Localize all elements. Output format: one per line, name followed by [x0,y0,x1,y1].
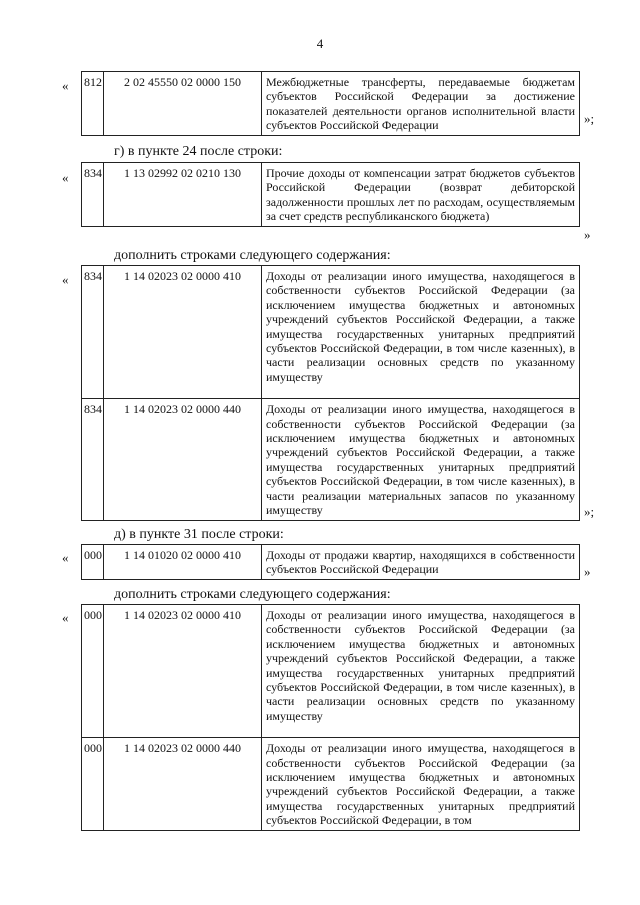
description-cell: Доходы от реализации иного имущества, находящегося в собственности субъектов Российской Федерации (за исключением имущества бюджетных и автономных учреждений субъектов Российской Федерации, а также имущества государственных унитарных предприятий субъектов Российской Федерации, в том числе казенных), в части реализации материальных запасов по указанному имуществу [262,399,580,520]
admin-code-cell: 834 [82,163,104,227]
section-heading-d: д) в пункте 31 после строки: [114,527,284,542]
description-cell: Доходы от реализации иного имущества, находящегося в собственности субъектов Российской Федерации (за исключением имущества бюджетных и автономных учреждений субъектов Российской Федерации, а также имущества государственных унитарных предприятий субъектов Российской Федерации, в том числе казенных), в части реализации основных средств по указанному имуществу [262,266,580,399]
open-quote: « [62,610,69,625]
kbk-code-cell: 1 14 02023 02 0000 440 [104,399,262,520]
table-row [82,545,580,580]
admin-code-cell: 000 [82,605,104,738]
kbk-code-cell: 1 14 02023 02 0000 410 [104,605,262,738]
table-row [82,399,580,520]
open-quote: « [62,170,69,185]
description-cell: Доходы от реализации иного имущества, находящегося в собственности субъектов Российской Федерации (за исключением имущества бюджетных и автономных учреждений субъектов Российской Федерации, а также имущества государственных унитарных предприятий субъектов Российской Федерации, в том [262,738,580,830]
open-quote: « [62,272,69,287]
section-heading-add: дополнить строками следующего содержания: [114,248,391,263]
table-row [82,163,580,227]
kbk-code-cell: 1 13 02992 02 0210 130 [104,163,262,227]
close-quote: »; [584,504,595,519]
open-quote: « [62,550,69,565]
admin-code-cell: 000 [82,545,104,580]
budget-table-4 [81,544,580,580]
close-quote: »; [584,111,595,126]
table-row [82,266,580,399]
description-cell: Доходы от продажи квартир, находящихся в собственности субъектов Российской Федерации [262,545,580,580]
admin-code-cell: 834 [82,399,104,520]
budget-table-2 [81,162,580,227]
section-heading-g: г) в пункте 24 после строки: [114,144,283,159]
admin-code-cell: 812 [82,72,104,136]
budget-table-3 [81,265,580,521]
admin-code-cell: 000 [82,738,104,830]
close-quote: » [584,227,591,242]
kbk-code-cell: 1 14 01020 02 0000 410 [104,545,262,580]
description-cell: Прочие доходы от компенсации затрат бюджетов субъектов Российской Федерации (возврат дебиторской задолженности прошлых лет по расходам, осуществляемым за счет средств республиканского бюджета) [262,163,580,227]
kbk-code-cell: 2 02 45550 02 0000 150 [104,72,262,136]
kbk-code-cell: 1 14 02023 02 0000 440 [104,738,262,830]
table-row [82,738,580,830]
open-quote: « [62,78,69,93]
admin-code-cell: 834 [82,266,104,399]
budget-table-5 [81,604,580,831]
description-cell: Доходы от реализации иного имущества, находящегося в собственности субъектов Российской Федерации (за исключением имущества бюджетных и автономных учреждений субъектов Российской Федерации, а также имущества государственных унитарных предприятий субъектов Российской Федерации, в том числе казенных), в части реализации основных средств по указанному имуществу [262,605,580,738]
table-row [82,72,580,136]
section-heading-add: дополнить строками следующего содержания: [114,587,391,602]
table-row [82,605,580,738]
description-cell: Межбюджетные трансферты, передаваемые бюджетам субъектов Российской Федерации за достижение показателей деятельности органов исполнительной власти субъектов Российской Федерации [262,72,580,136]
close-quote: » [584,564,591,579]
page-number: 4 [316,36,324,51]
budget-table-1 [81,71,580,136]
kbk-code-cell: 1 14 02023 02 0000 410 [104,266,262,399]
